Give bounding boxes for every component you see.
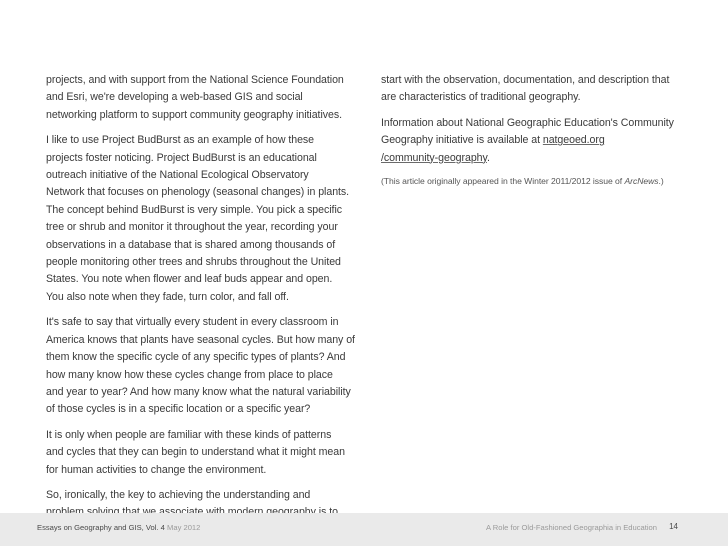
text-line: Network that focuses on phenology (seasonal changes) in plants. [46, 186, 350, 199]
text-line: You also note when they fade, turn color, and fall off. [46, 290, 289, 303]
text-line: tree or shrub and monitor it throughout the year, recording your [46, 221, 338, 234]
publication-date: May 2012 [167, 523, 201, 532]
paragraph [46, 132, 356, 306]
text-line: projects foster noticing. Project BudBurst is an educational [46, 151, 317, 164]
note-italic: ArcNews [624, 176, 659, 187]
text-line: and year to year? And how many know what the natural variability [46, 385, 351, 398]
text-line: America knows that plants have seasonal cycles. But how many of [46, 333, 355, 346]
left-column [46, 72, 356, 530]
text-line: and cycles that they can begin to understand what it might mean [46, 446, 345, 459]
text-line: The concept behind BudBurst is very simple. You pick a specific [46, 203, 342, 216]
footer-article-title: A Role for Old-Fashioned Geographia in Education [486, 523, 657, 532]
paragraph [46, 314, 356, 418]
page-number: 14 [669, 522, 678, 531]
text-line: projects, and with support from the National Science Foundation [46, 74, 344, 86]
text-line [381, 132, 681, 149]
text-line: of those cycles is in a specific location or a specific year? [46, 403, 311, 416]
text-line: I like to use Project BudBurst as an example of how these [46, 134, 315, 147]
text-line: how many know how these cycles change from place to place [46, 368, 333, 381]
text-line: are characteristics of traditional geography. [381, 91, 581, 104]
text-segment: . [486, 151, 490, 164]
note-text: (This article originally appeared in the Winter 2011/2012 issue of [381, 176, 625, 187]
text-line [381, 150, 681, 167]
text-line: So, ironically, the key to achieving the understanding and [46, 488, 311, 501]
right-column [381, 72, 681, 188]
community-geography-link[interactable]: /community-geography [381, 151, 487, 164]
footer-publication [37, 523, 200, 532]
text-line: them know the specific cycle of any specific types of plants? And [46, 351, 346, 364]
text-line: people monitoring other trees and shrubs throughout the United [46, 256, 341, 269]
paragraph [381, 72, 681, 107]
text-line: start with the observation, documentation, and description that [381, 74, 670, 86]
text-line: Information about National Geographic Education's Community [381, 116, 674, 129]
paragraph [46, 72, 356, 124]
natgeoed-link[interactable]: natgeoed.org [542, 134, 605, 147]
text-line: networking platform to support community geography initiatives. [46, 108, 342, 121]
text-line: for human activities to change the environment. [46, 463, 267, 476]
page-footer [0, 513, 728, 546]
text-line: observations in a database that is shared among thousands of [46, 238, 336, 251]
note-text: .) [658, 176, 664, 187]
text-line: It is only when people are familiar with these kinds of patterns [46, 428, 332, 441]
paragraph [381, 115, 681, 167]
text-line: States. You note when flower and leaf buds appear and open. [46, 273, 333, 286]
text-line: and Esri, we're developing a web-based GIS and social [46, 91, 303, 104]
text-line: It's safe to say that virtually every student in every classroom in [46, 316, 339, 329]
paragraph [46, 427, 356, 479]
source-note [381, 175, 681, 188]
text-segment: Geography initiative is available at [381, 134, 543, 147]
publication-title: Essays on Geography and GIS, Vol. 4 [37, 523, 165, 532]
text-line: outreach initiative of the National Ecological Observatory [46, 169, 309, 182]
